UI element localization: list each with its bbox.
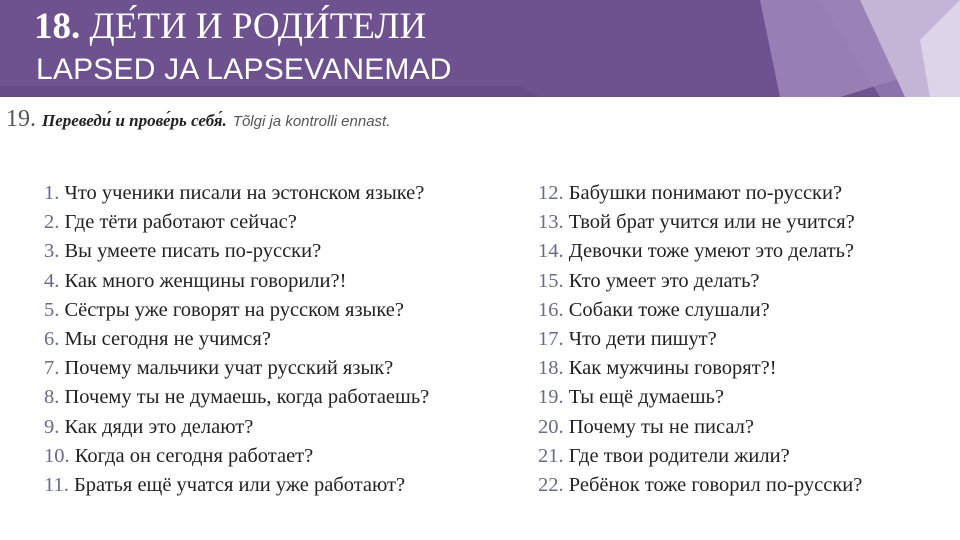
- instruction-russian: Переведи́ и прове́рь себя́.: [42, 111, 227, 130]
- list-item: 1. Что ученики писали на эстонском языке?: [44, 182, 425, 204]
- task-instruction: [6, 104, 390, 137]
- list-item: 16. Собаки тоже слушали?: [538, 298, 770, 321]
- task-number: 19.: [6, 106, 36, 132]
- instruction-estonian: Tõlgi ja kontrolli ennast.: [232, 113, 391, 130]
- list-item: 17. Что дети пишут?: [538, 328, 717, 351]
- list-item: 20. Почему ты не писал?: [538, 415, 754, 438]
- list-item: 14. Девочки тоже умеют это делать?: [538, 240, 855, 263]
- list-item: 2. Где тёти работают сейчас?: [44, 211, 297, 234]
- title-russian: ДЕ́ТИ И РОДИ́ТЕЛИ: [89, 6, 427, 47]
- list-item: 12. Бабушки понимают по-русски?: [538, 182, 843, 204]
- question-list-left: [44, 179, 429, 500]
- list-item: 19. Ты ещё думаешь?: [538, 386, 724, 409]
- list-item: 11. Братья ещё учатся или уже работают?: [44, 474, 406, 497]
- list-item: 15. Кто умеет это делать?: [538, 269, 760, 292]
- list-item: 13. Твой брат учится или не учится?: [538, 211, 855, 234]
- list-item: 4. Как много женщины говорили?!: [44, 269, 347, 292]
- question-list-right: [538, 179, 862, 500]
- list-item: 21. Где твои родители жили?: [538, 444, 790, 467]
- list-item: 9. Как дяди это делают?: [44, 415, 254, 438]
- list-item: 18. Как мужчины говорят?!: [538, 357, 777, 380]
- list-item: 8. Почему ты не думаешь, когда работаешь?: [44, 386, 430, 409]
- title-number: 18.: [34, 6, 81, 47]
- list-item: 22. Ребёнок тоже говорил по-русски?: [538, 474, 863, 497]
- list-item: 6. Мы сегодня не учимся?: [44, 328, 271, 351]
- list-item: 10. Когда он сегодня работает?: [44, 444, 314, 467]
- list-item: 7. Почему мальчики учат русский язык?: [44, 357, 394, 380]
- list-item: 5. Сёстры уже говорят на русском языке?: [44, 298, 404, 321]
- page-title: [34, 6, 426, 48]
- page-subtitle: LAPSED JA LAPSEVANEMAD: [36, 53, 452, 86]
- list-item: 3. Вы умеете писать по-русски?: [44, 240, 322, 263]
- header-banner: [0, 0, 960, 97]
